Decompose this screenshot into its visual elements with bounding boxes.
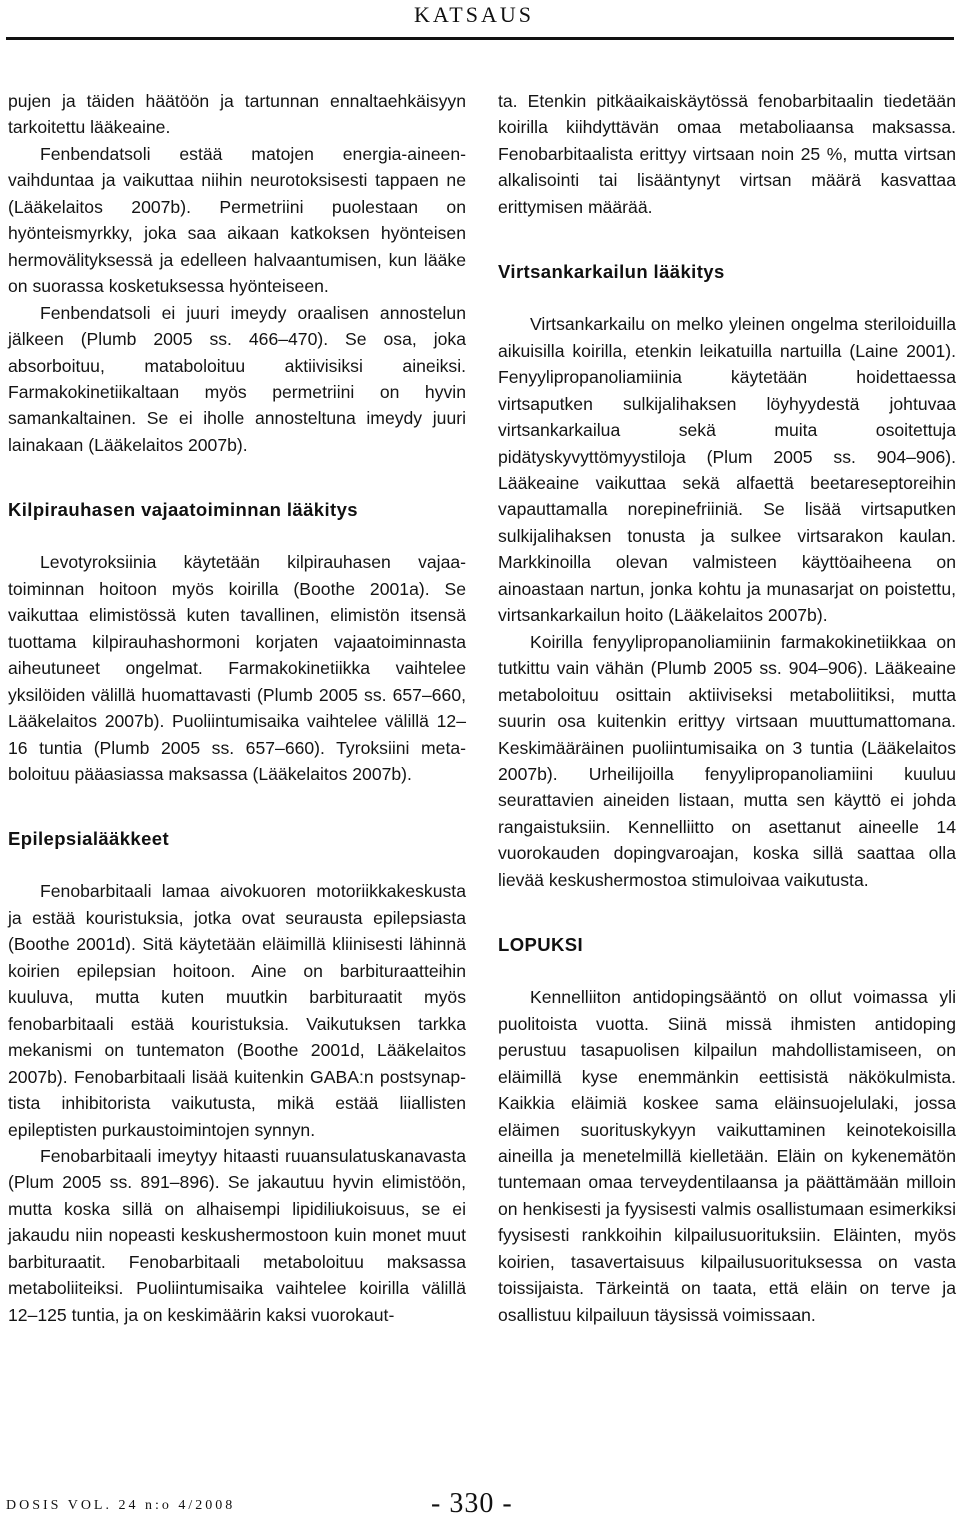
- section-heading-conclusion: LOPUKSI: [498, 934, 584, 956]
- left-column: [8, 88, 466, 1328]
- section-heading-thyroid: Kilpirauhasen vajaatoiminnan lääkitys: [8, 499, 358, 521]
- paragraph: Fenbendatsoli ei juuri imeydy oraalisen annostelun jälkeen (Plumb 2005 ss. 466–470). Se osa, joka absorboituu, mataboloituu aktiivisiksi aineiksi. Farmakokinetiikaltaan myös permetriini on hyvin samankaltainen. Se ei iholle annosteltuna imeydy juuri lainakaan (Lääkelaitos 2007b).: [8, 302, 466, 455]
- paragraph: ta. Etenkin pitkäaikaiskäytössä fenobarbitaalin tiedetään koirilla kiihdyttävän omaa metaboliaansa maksassa. Fenobarbitaalista erittyy virtsaan noin 25 %, mutta virtsan alkalisointi tai lisääntynyt virtsan määrä kasvattaa erittymisen määrää.: [498, 91, 956, 217]
- section-title: KATSAUS: [413, 2, 534, 27]
- paragraph: Fenobarbitaali lamaa aivokuoren motoriikkakeskusta ja estää kouristuksia, jotka ovat seurausta epilepsiasta (Boothe 2001d). Sitä käytetään eläimillä kliinisesti lähinnä koirien epilepsian hoitoon. Aine on barbituraatteihin kuuluva, mutta kuten muutkin barbituraatit myös fenobarbitaali estää kouristuksia. Vaikutuksen tarkka mekanismi on tuntematon (Boothe 2001d, Lääkelaitos 2007b). Fenobarbitaali lisää kuitenkin GABA:n postsynaptista inhibitorista vaikutusta, mikä estää liiallisten epileptisten purkaustoimintojen synnyn.: [8, 881, 466, 1140]
- right-column: [498, 88, 956, 1328]
- paragraph: Fenobarbitaali imeytyy hitaasti ruuansulatuskanavasta (Plum 2005 ss. 891–896). Se jakautuu hyvin elimistöön, mutta koska sillä on alhaisempi lipidiliukoisuus, se ei jakaudu niin nopeasti keskushermostoon kuin monet muut barbituraatit. Fenobarbitaali metaboloituu maksassa metaboliiteiksi. Puoliintumisaika vaihtelee koirilla välillä 12–125 tuntia, ja on keskimäärin kaksi vuorokaut-: [8, 1145, 466, 1325]
- section-heading-epilepsy: Epilepsialääkkeet: [8, 828, 170, 850]
- paragraph: Kennelliiton antidopingsääntö on ollut voimassa yli puolitoista vuotta. Siinä missä ihmisten antidoping perustuu tasapuolisen kilpailun mahdollistamiseen, on eläimillä kyse enemmänkin eettisistä näkökulmista. Kaikkia eläimiä koskee sama eläinsuojelulaki, jossa eläimen suorituskykyyn vaikuttaminen keinotekoisilla aineilla ja menetelmillä kielletään. Eläin on kykenemätön tuntemaan omaa terveydentilaansa ja päättämään milloin on henkisesti ja fyysisesti valmis osallistumaan esimerkiksi fyysisesti rankkoihin kilpailusuorituksiin. Eläinten, myös koirien, tasavertaisuus kilpailusuorituksessa on vasta toissijaista. Tärkeintä on taata, että eläin on terve ja osallistuu kilpailuun täysissä voimissaan.: [498, 987, 956, 1325]
- paragraph: Fenbendatsoli estää matojen energia-aineenvaihduntaa ja vaikuttaa niihin neurotoksisesti tappaen ne (Lääkelaitos 2007b). Permetriini puolestaan on hyönteismyrkky, joka saa aikaan katkoksen hyönteisen hermovälityksessä ja edelleen halvaantumisen, kun lääke on suorassa kosketuksessa hyönteiseen.: [8, 143, 466, 297]
- paragraph: Levotyroksiinia käytetään kilpirauhasen vajaatoiminnan hoitoon myös koirilla (Boothe 2001a). Se vaikuttaa elimistössä kuten tavallinen, elimistön itsensä tuottama kilpirauhashormoni korjaten vajaatoiminnasta aiheutuneet ongelmat. Farmakokinetiikka vaihtelee yksilöiden välillä huomattavasti (Plumb 2005 ss. 657–660, Lääkelaitos 2007b). Puoliintumisaika vaihtelee välillä 12–16 tuntia (Plumb 2005 ss. 657–660). Tyroksiini metaboloituu pääasiassa maksassa (Lääkelaitos 2007b).: [8, 552, 466, 784]
- page-number: - 330 -: [431, 1488, 513, 1519]
- journal-footer: DOSIS VOL. 24 n:o 4/2008: [6, 1498, 236, 1513]
- paragraph: Koirilla fenyylipropanoliamiinin farmakokinetiikkaa on tutkittu vain vähän (Plumb 2005 ss. 904–906). Lääkeaine metaboloituu osittain aktiiviseksi metaboliitiksi, mutta suurin osa kuitenkin erittyy virtsaan muuttumattomana. Keskimääräinen puoliintumisaika on 3 tuntia (Lääkelaitos 2007b). Urheilijoilla fenyylipropanoliamiini kuuluu seurattavien aineiden listaan, mutta sen käyttö ei johda rangaistuksiin. Kennelliitto on asettanut aineelle 14 vuorokauden dopingvaroajan, koska sillä saattaa olla lievää keskushermostoa stimuloivaa vaikutusta.: [498, 631, 956, 890]
- paragraph: pujen ja täiden häätöön ja tartunnan ennaltaehkäisyyn tarkoitettu lääkeaine.: [8, 91, 466, 138]
- header-rule: [6, 37, 954, 40]
- paragraph: Virtsankarkailu on melko yleinen ongelma steriloiduilla aikuisilla koirilla, etenkin leikatuilla nartuilla (Laine 2001). Fenyylipropanoliamiinia käytetään hoidettaessa virtsaputken sulkijalihaksen löyhyydestä johtuvaa virtsankarkailua sekä muita osoitettuja pidätyskyvyttömyystiloja (Plum 2005 ss. 904–906). Lääkeaine vaikuttaa sekä alfaettä beetareseptoreihin vapauttamalla norepinefriiniä. Se lisää virtsaputken sulkijalihaksen tonusta ja sulkee virtsarakon kaulan. Markkinoilla olevan valmisteen käyttöaiheena on ainoastaan nartun, jonka kohtu ja munasarjat on poistettu, virtsankarkailun hoito (Lääkelaitos 2007b).: [498, 314, 956, 626]
- section-heading-urinary: Virtsankarkailun lääkitys: [498, 261, 725, 283]
